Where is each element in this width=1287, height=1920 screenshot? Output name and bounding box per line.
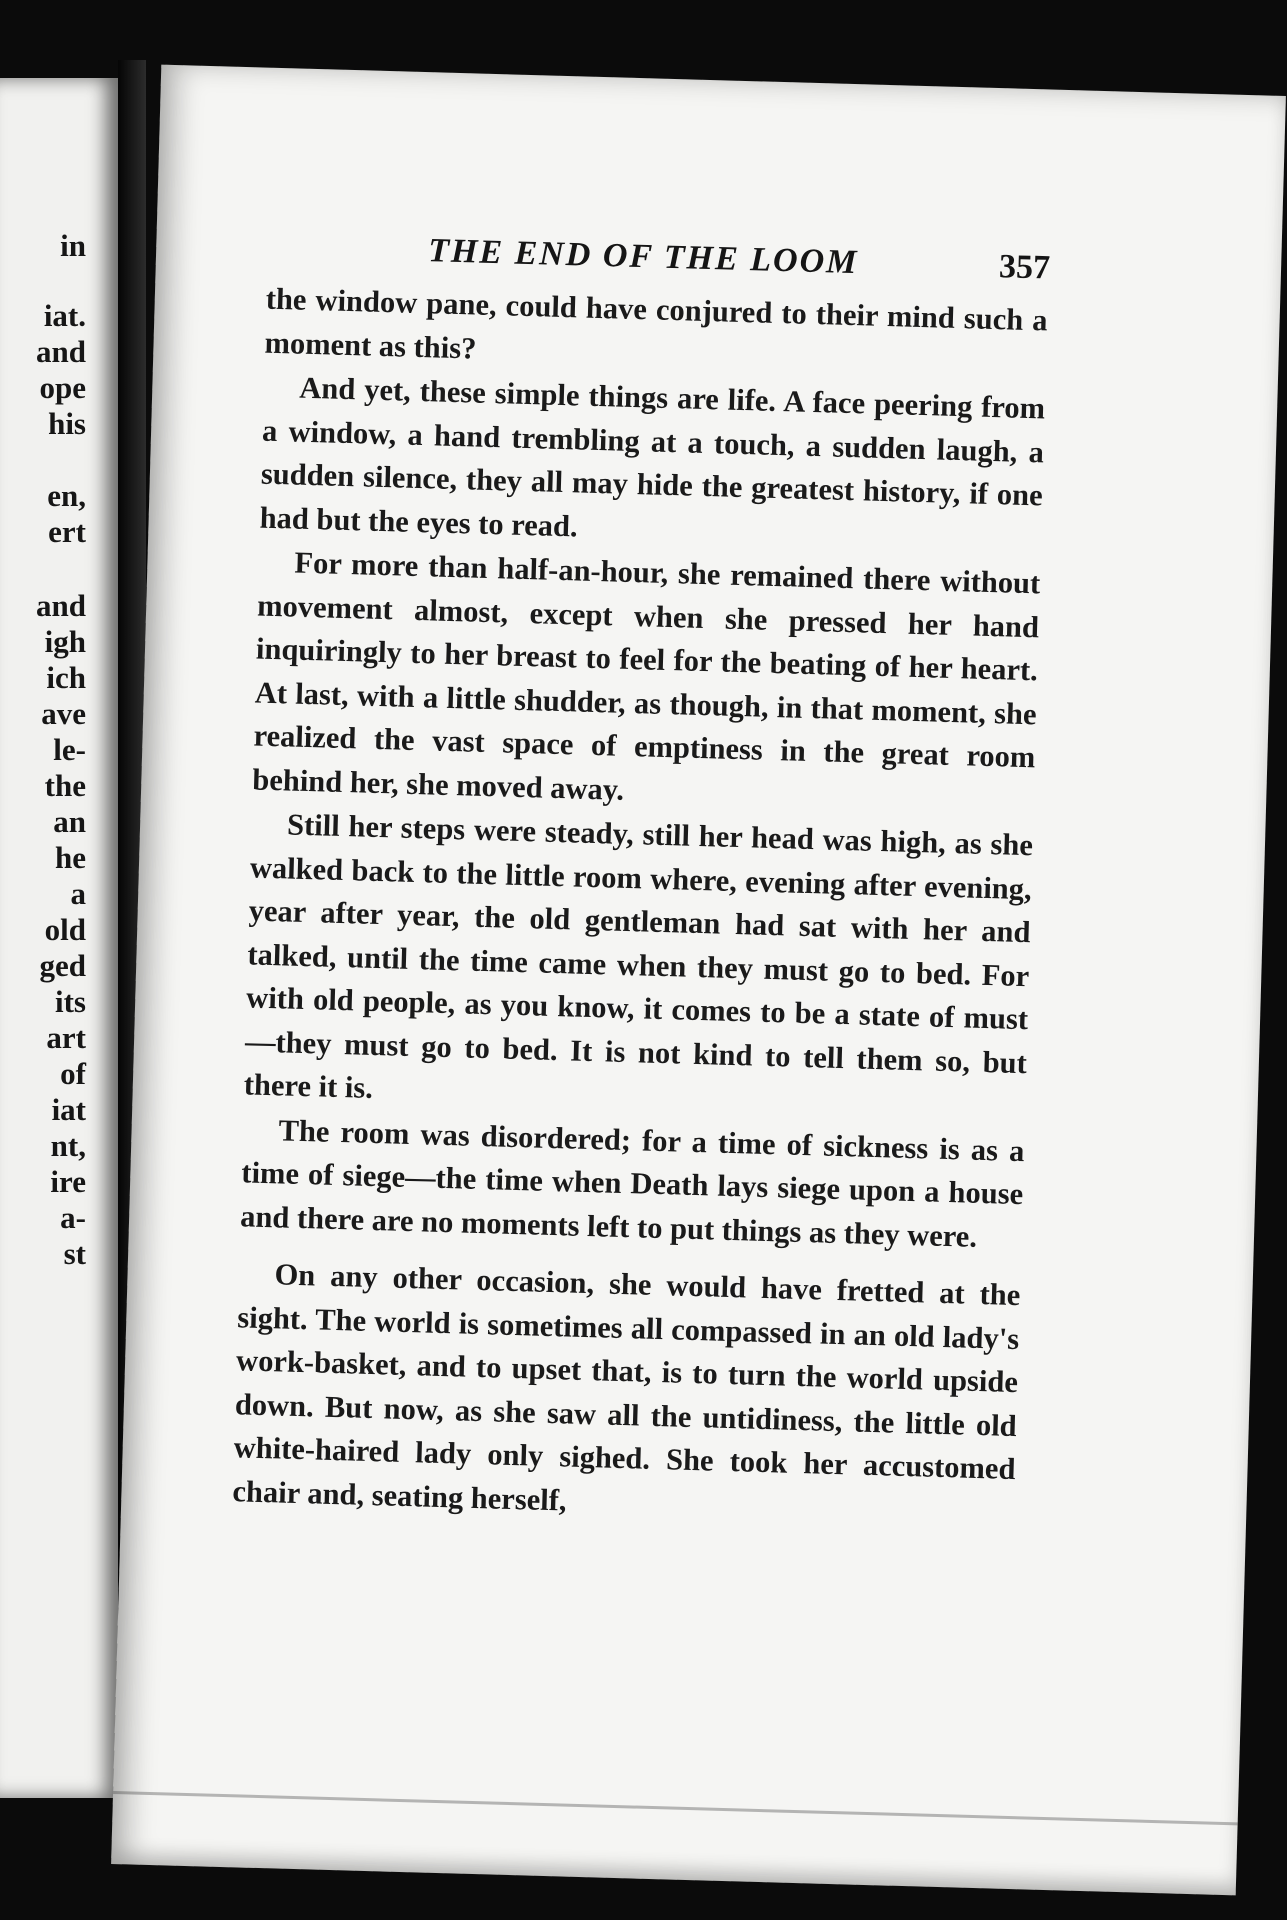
facing-page-fragment: iat. — [43, 298, 86, 333]
facing-page-fragment: le- — [53, 732, 86, 767]
facing-page-fragment: ave — [41, 696, 86, 731]
running-title: THE END OF THE LOOM — [427, 232, 859, 282]
facing-page-fragment: nt, — [50, 1128, 86, 1163]
facing-page-fragment: st — [63, 1236, 86, 1271]
facing-page-fragment: of — [60, 1056, 86, 1091]
facing-page-fragment: in — [60, 228, 86, 263]
facing-page-fragment: en, — [47, 478, 86, 513]
paragraph: On any other occasion, she would have fretted at the sight. The world is sometimes all compassed in an old lady's work-basket, and to upset that, is to turn the world upside down. But now, as she saw all the untidiness, the little old white-haired lady only sighed. She took her accustomed chair and, seating herself, — [232, 1257, 1021, 1518]
facing-page-fragment: art — [46, 1020, 86, 1055]
facing-page-fragment: he — [55, 840, 86, 875]
page-bottom-edge — [113, 1791, 1238, 1825]
facing-page-fragment: igh — [44, 624, 86, 659]
book-page — [111, 65, 1286, 1896]
paragraph: the window pane, could have conjured to their mind such a moment as this? — [264, 281, 1049, 366]
facing-page-fragment: ged — [39, 948, 86, 983]
body-text — [232, 278, 1048, 1536]
facing-page-fragment: ire — [50, 1164, 86, 1199]
facing-page-fragment: the — [44, 768, 86, 803]
facing-page-fragment: and — [36, 588, 86, 623]
facing-page-fragment: ert — [48, 514, 86, 549]
paragraph: Still her steps were steady, still her head was high, as she walked back to the little room where, evening after evening, year after year, the old gentleman had sat with her and talked, until the time came when they must go to bed. For with old people, as you know, it comes to be a state of must—they must go to bed. It is not kind to tell them so, but there it is. — [243, 807, 1034, 1105]
facing-page-fragment: a — [70, 876, 86, 911]
facing-page-fragment: and — [36, 334, 86, 369]
paragraph: And yet, these simple things are life. A face peering from a window, a hand trembling at a touch, a sudden laugh, a sudden silence, they all may hide the greatest history, if one had but the eyes to read. — [259, 370, 1046, 543]
facing-page-fragment: an — [53, 804, 86, 839]
page-number: 357 — [998, 248, 1051, 287]
facing-page-edge — [0, 78, 120, 1798]
facing-page-fragment: ope — [39, 370, 86, 405]
facing-page-fragment: iat — [51, 1092, 86, 1127]
facing-page-fragment: its — [55, 984, 86, 1019]
paragraph: For more than half-an-hour, she remained there without movement almost, except when she pressed her hand inquiringly to her breast to feel for the beating of her heart. At last, with a little shudder, as though, in that moment, she realized the vast space of emptiness in the great room behind her, she moved away. — [251, 545, 1041, 807]
facing-page-fragment: old — [44, 912, 86, 947]
facing-page-fragment: his — [48, 406, 86, 441]
facing-page-fragment: a- — [60, 1200, 86, 1235]
paragraph: The room was disordered; for a time of sickness is as a time of siege—the time when Death lays siege upon a house and there are no moments left to put things as they were. — [239, 1112, 1025, 1254]
facing-page-fragment: ich — [46, 660, 86, 695]
